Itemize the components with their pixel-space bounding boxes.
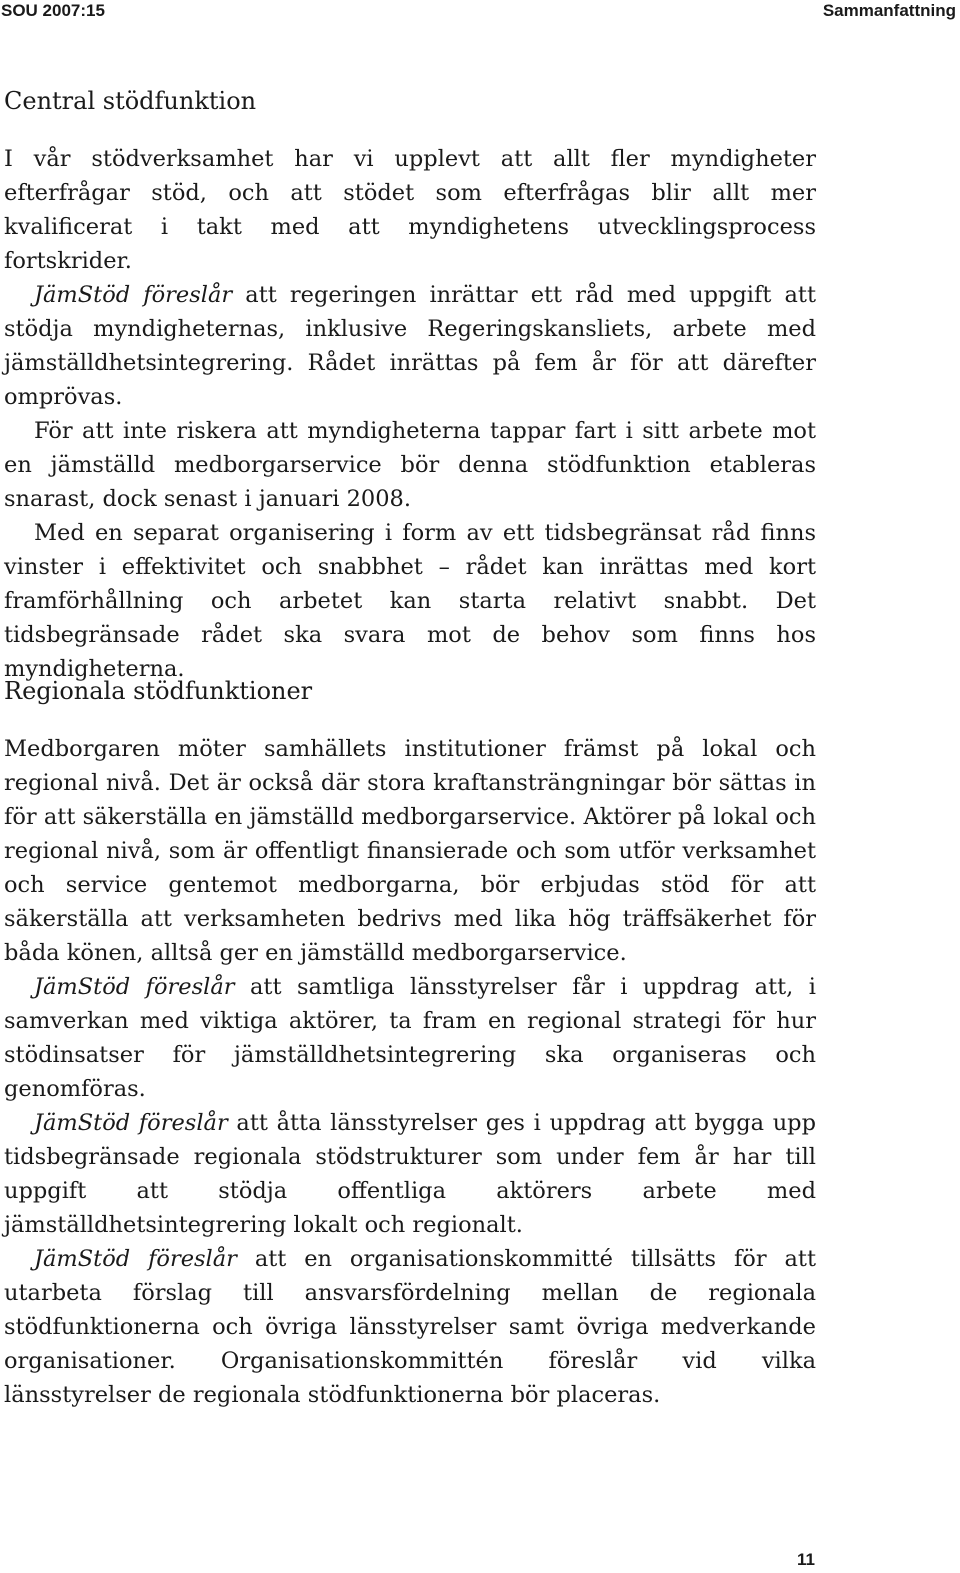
section-central-support bbox=[4, 84, 816, 682]
emphasis: JämStöd föreslår bbox=[34, 1110, 228, 1136]
section-heading: Central stödfunktion bbox=[4, 87, 257, 115]
paragraph: Medborgaren möter samhällets institutioner främst på lokal och regional nivå. Det är också där stora kraftansträngningar bör sättas in för att säkerställa en jämställd medborgarservice. Aktörer på lokal och regional nivå, som är offentligt finansierade och som utför verksamhet och service gentemot medborgarna, bör erbjudas stöd för att säkerställa att verksamheten bedrivs med lika hög träffsäkerhet för båda könen, alltså ger en jämställd medborgarservice. bbox=[4, 736, 816, 966]
paragraph: Med en separat organisering i form av ett tidsbegränsat råd finns vinster i effektivitet och snabbhet – rådet kan inrättas med kort framförhållning och arbetet kan starta relativt snabbt. Det tidsbegränsade rådet ska svara mot de behov som finns hos myndigheterna. bbox=[4, 520, 816, 682]
document-body bbox=[4, 84, 816, 1412]
emphasis: JämStöd föreslår bbox=[34, 974, 235, 1000]
section-heading: Regionala stödfunktioner bbox=[4, 677, 313, 705]
page-header bbox=[0, 0, 960, 24]
page-number: 11 bbox=[797, 1550, 815, 1569]
emphasis: JämStöd föreslår bbox=[34, 1246, 237, 1272]
paragraph: JämStöd föreslår att samtliga länsstyrelser får i uppdrag att, i samverkan med viktiga aktörer, ta fram en regional strategi för hur stödinsatser för jämställdhetsintegrering ska organiseras och genomföras. bbox=[4, 974, 816, 1102]
paragraph: JämStöd föreslår att åtta länsstyrelser ges i uppdrag att bygga upp tidsbegränsade regionala stödstrukturer som under fem år har till uppgift att stödja offentliga aktörers arbete med jämställdhetsintegrering lokalt och regionalt. bbox=[4, 1110, 816, 1238]
emphasis: JämStöd föreslår bbox=[34, 282, 233, 308]
paragraph: I vår stödverksamhet har vi upplevt att allt fler myndigheter efterfrågar stöd, och att stödet som efterfrågas blir allt mer kvalificerat i takt med att myndighetens utvecklingsprocess fortskrider. bbox=[4, 146, 816, 274]
paragraph: JämStöd föreslår att regeringen inrättar ett råd med uppgift att stödja myndigheternas, inklusive Regeringskansliets, arbete med jämställdhetsintegrering. Rådet inrättas på fem år för att därefter omprövas. bbox=[4, 282, 816, 410]
report-id: SOU 2007:15 bbox=[1, 1, 105, 20]
section-regional-support bbox=[4, 674, 816, 1412]
paragraph: För att inte riskera att myndigheterna tappar fart i sitt arbete mot en jämställd medborgarservice bör denna stödfunktion etableras snarast, dock senast i januari 2008. bbox=[4, 418, 816, 512]
chapter-name: Sammanfattning bbox=[822, 1, 956, 20]
paragraph: JämStöd föreslår att en organisationskommitté tillsätts för att utarbeta förslag till ansvarsfördelning mellan de regionala stödfunktionerna och övriga länsstyrelser samt övriga medverkande organisationer. Organisationskommittén föreslår vid vilka länsstyrelser de regionala stödfunktionerna bör placeras. bbox=[4, 1246, 816, 1408]
